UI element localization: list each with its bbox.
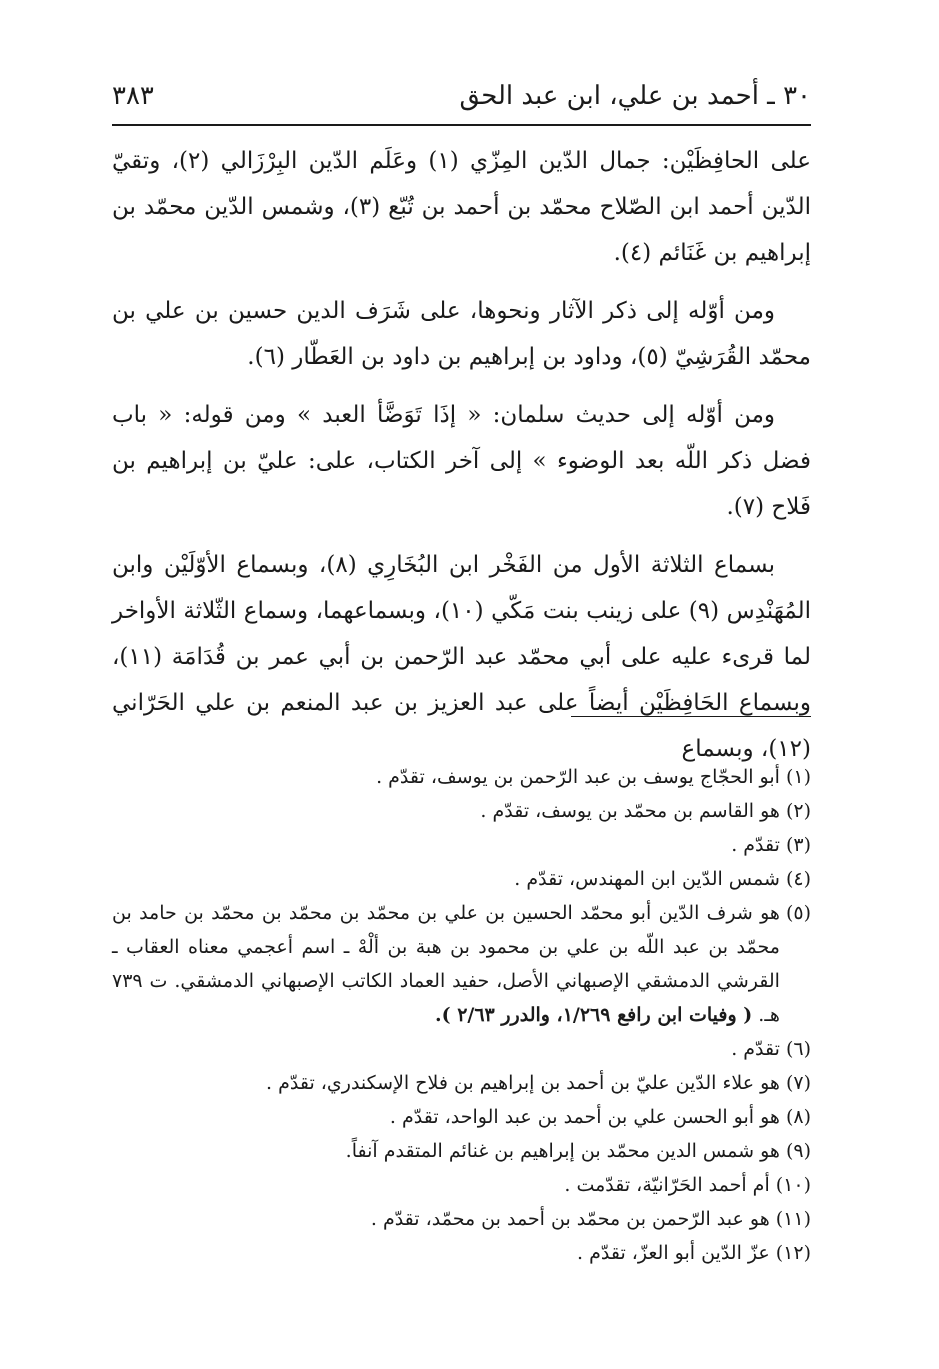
- footnote-text: هو شمس الدين محمّد بن إبراهيم بن غنائم المتقدم آنفاً.: [345, 1140, 780, 1162]
- footnote-text: [112, 896, 780, 1032]
- paragraph-4: بسماع الثلاثة الأول من الفَخْر ابن البُخَارِي (٨)، وبسماع الأوّلَيْن وابن المُهَنْدِس (٩) على زينب بنت مَكّي (١٠)، وبسماعهما، وسماع الثّلاثة الأواخر لما قرىء عليه على أبي محمّد عبد الرّحمن بن أبي عمر بن قُدَامَة (١١)، وبسماع الحَافِظَيْن أيضاً على عبد العزيز بن عبد المنعم بن علي الحَرّاني (١٢)، وبسماع: [112, 552, 812, 762]
- paragraph-1: على الحافِظَيْن: جمال الدّين المِزّي (١) وعَلَم الدّين البِرْزَالي (٢)، وتقيّ الدّين أحمد ابن الصّلاح محمّد بن أحمد بن تُبّع (٣)، وشمس الدّين محمّد بن إبراهيم بن غَنَائم (٤).: [112, 148, 811, 266]
- footnotes: [112, 760, 811, 1270]
- footnote-number: (٢): [785, 800, 811, 822]
- page-header: [112, 72, 811, 120]
- footnote-separator: [571, 716, 811, 717]
- footnote-number: (٩): [785, 1140, 811, 1162]
- footnote-1: [112, 760, 811, 794]
- footnote-body: هو شرف الدّين أبو محمّد الحسين بن علي بن محمّد بن محمّد بن محمّد بن حامد بن محمّد بن عبد اللّه بن علي بن محمود بن هبة بن ألْهْ ـ اسم أعجمي معناه العقاب ـ القرشي الدمشقي الإصبهاني الأصل، حفيد العماد الكاتب الإصبهاني الدمشقي. ت ٧٣٩ هـ.: [112, 902, 780, 1026]
- footnote-number: (٥): [785, 902, 811, 924]
- main-text: [112, 138, 811, 784]
- footnote-number: (١١): [775, 1208, 811, 1230]
- footnote-text: هو القاسم بن محمّد بن يوسف، تقدّم .: [480, 800, 780, 822]
- footnote-number: (٣): [785, 834, 811, 856]
- footnote-number: (١٠): [775, 1174, 811, 1196]
- footnote-text: شمس الدّين ابن المهندس، تقدّم .: [514, 868, 780, 890]
- footnote-8: [112, 1100, 811, 1134]
- footnote-3: [112, 828, 811, 862]
- footnote-4: [112, 862, 811, 896]
- footnote-11: [112, 1202, 811, 1236]
- footnote-7: [112, 1066, 811, 1100]
- footnote-text: تقدّم .: [731, 834, 780, 856]
- header-rule: [112, 124, 811, 126]
- footnote-text: أبو الحجّاج يوسف بن عبد الرّحمن بن يوسف، تقدّم .: [376, 766, 780, 788]
- footnote-text: تقدّم .: [731, 1038, 780, 1060]
- footnote-text: هو علاء الدّين عليّ بن أحمد بن إبراهيم بن فلاح الإسكندري، تقدّم .: [266, 1072, 780, 1094]
- footnote-number: (٨): [785, 1106, 811, 1128]
- footnote-5: [112, 896, 811, 1032]
- footnote-number: (١٢): [775, 1242, 811, 1264]
- footnote-2: [112, 794, 811, 828]
- footnote-text: أم أحمد الحَرّانيّة، تقدّمت .: [564, 1174, 770, 1196]
- footnote-text: عزّ الدّين أبو العزّ، تقدّم .: [577, 1242, 770, 1264]
- footnote-text: هو عبد الرّحمن بن محمّد بن أحمد بن محمّد، تقدّم .: [370, 1208, 770, 1230]
- footnote-number: (١): [785, 766, 811, 788]
- footnote-sources: ( وفيات ابن رافع ١/٢٦٩، والدرر ٢/٦٣ ).: [434, 1004, 753, 1026]
- footnote-number: (٦): [785, 1038, 811, 1060]
- paragraph-3: ومن أوّله إلى حديث سلمان: « إذَا تَوَضَّأ العبد » ومن قوله: « باب فضل ذكر اللّه بعد الوضوء » إلى آخر الكتاب، على: عليّ بن إبراهيم بن فَلاح (٧).: [112, 402, 811, 520]
- footnote-9: [112, 1134, 811, 1168]
- footnote-text: هو أبو الحسن علي بن أحمد بن عبد الواحد، تقدّم .: [389, 1106, 780, 1128]
- page-number: ٣٨٣: [112, 81, 154, 111]
- footnote-number: (٤): [785, 868, 811, 890]
- footnote-number: (٧): [785, 1072, 811, 1094]
- running-title: ٣٠ ـ أحمد بن علي، ابن عبد الحق: [459, 81, 811, 111]
- footnote-12: [112, 1236, 811, 1270]
- paragraph-2: ومن أوّله إلى ذكر الآثار ونحوها، على شَرَف الدين حسين بن علي بن محمّد القُرَشِيّ (٥)، وداود بن إبراهيم بن داود بن العَطّار (٦).: [112, 298, 811, 370]
- footnote-10: [112, 1168, 811, 1202]
- footnote-6: [112, 1032, 811, 1066]
